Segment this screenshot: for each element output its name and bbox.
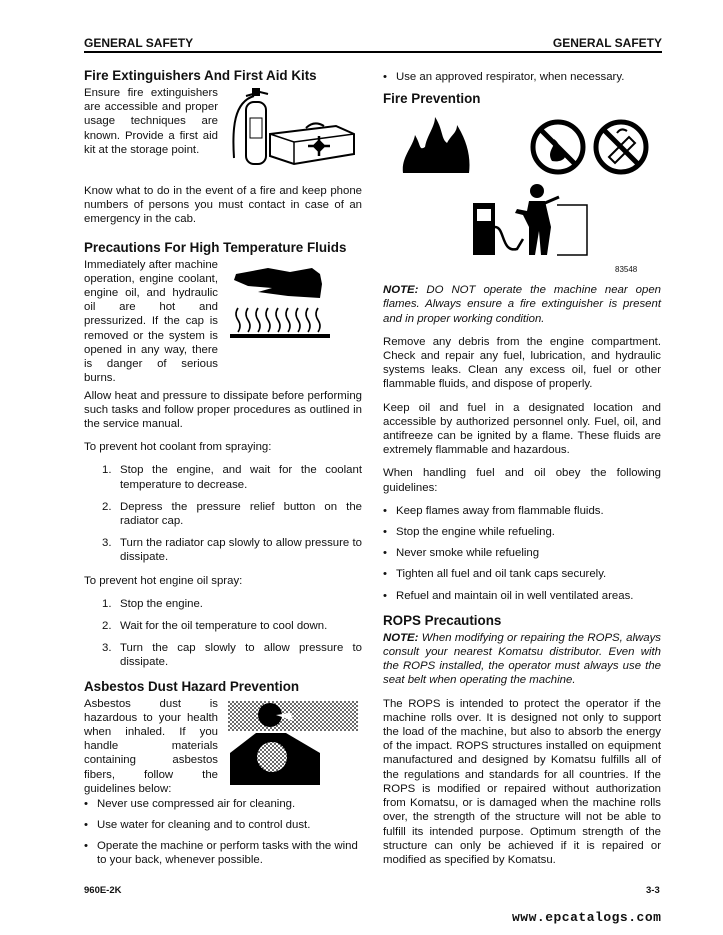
watermark-link[interactable]: www.epcatalogs.com [512, 910, 662, 925]
hot-surface-hand-icon [228, 262, 358, 342]
header-right-title: GENERAL SAFETY [552, 36, 662, 50]
list-item: • Refuel and maintain oil in well ventilated areas. [383, 589, 634, 602]
list-item: • Tighten all fuel and oil tank caps securely. [383, 568, 607, 581]
header-left-title: GENERAL SAFETY [84, 36, 194, 50]
page-header [84, 35, 662, 53]
right-column [383, 70, 661, 876]
no-smoking-icon [591, 117, 651, 177]
fire-extinguisher-first-aid-icon [224, 88, 362, 174]
left-column [84, 64, 362, 875]
list-item: • Use an approved respirator, when necessary. [383, 71, 625, 83]
asbestos-heading: Asbestos Dust Hazard Prevention [84, 678, 300, 694]
list-item: • Operate the machine or perform tasks with the wind to your back, whenever possible. [84, 840, 358, 867]
asbestos-dust-icon [226, 699, 362, 789]
debris-text: Remove any debris from the engine compartment. Check and repair any fuel, lubrication, and hydraulic systems leaks. Clean any excess oil, fuel or other flammable fluids, and dispose of properly. [383, 335, 661, 391]
list-item: • Never use compressed air for cleaning. [84, 797, 296, 810]
list-item: 3. Turn the radiator cap slowly to allow pressure to dissipate. [102, 537, 362, 564]
fire-extinguisher-heading: Fire Extinguishers And First Aid Kits [84, 68, 317, 83]
flame-icon [401, 117, 471, 179]
list-item: 1. Stop the engine, and wait for the coolant temperature to decrease. [102, 464, 362, 491]
high-temp-fluids-heading: Precautions For High Temperature Fluids [84, 239, 347, 255]
fire-note: NOTE: DO NOT operate the machine near open flames. Always ensure a fire extinguisher is present and in proper working condition. [383, 284, 661, 325]
coolant-steps-list [84, 463, 362, 564]
oil-intro: To prevent hot engine oil spray: [84, 574, 243, 587]
asbestos-text: Asbestos dust is hazardous to your health when inhaled. If you handle materials containing asbestos fibers, follow the guidelines below: [84, 697, 218, 795]
dissipate-text: Allow heat and pressure to dissipate before performing such tasks and follow proper procedures as outlined in the service manual. [84, 389, 362, 431]
no-open-flame-icon [528, 117, 588, 177]
rops-heading: ROPS Precautions [383, 612, 502, 628]
list-item: • Use water for cleaning and to control dust. [84, 818, 311, 831]
list-item: • Keep flames away from flammable fluids. [383, 504, 604, 517]
asbestos-guidelines-list [84, 797, 362, 868]
rops-note: NOTE: When modifying or repairing the ROPS, always consult your nearest Komatsu distributor. Even with the ROPS installed, the operator must always use the seat belt when operating the machine. [383, 631, 661, 687]
fuel-guidelines-list [383, 504, 661, 603]
list-item: 3. Turn the cap slowly to allow pressure to dissipate. [102, 642, 362, 669]
handling-intro: When handling fuel and oil obey the following guidelines: [383, 467, 661, 494]
storage-text: Keep oil and fuel in a designated location and accessible by authorized personnel only. Fuel, oil, and antifreeze can be ignited by a flame. These fluids are extremely flammable and hazardous. [383, 401, 661, 457]
coolant-intro: To prevent hot coolant from spraying: [84, 441, 272, 454]
rops-text: The ROPS is intended to protect the operator if the machine rolls over. It is designed not only to support the load of the machine, but also to absorb the energy of the impact. ROPS structures installed on equipment manufactured and designed by Komatsu fulfills all of the regulations and standards for all countries. If the ROPS is modified or repaired without authorization from Komatsu, or is damaged when the machine rolls over, the strength of the structure will not be able to fulfill its intended purpose. Optimum strength of the structure can only be achieved if it is repaired or modified as specified by Komatsu. [383, 697, 661, 866]
respirator-list [383, 70, 661, 84]
emergency-text: Know what to do in the event of a fire and keep phone numbers of persons you must contact in case of an emergency in the cab. [84, 185, 362, 226]
footer-page-number: 3-3 [646, 885, 660, 896]
fire-extinguisher-text: Ensure fire extinguishers are accessible and proper usage techniques are known. Provide a first aid kit at the storage point. [84, 87, 218, 156]
refueling-operator-icon [471, 183, 591, 257]
list-item: 2. Depress the pressure relief button on the radiator cap. [102, 500, 362, 528]
list-item: • Never smoke while refueling [383, 547, 540, 560]
list-item: • Stop the engine while refueling. [383, 526, 555, 539]
high-temp-warning-text: Immediately after machine operation, engine coolant, engine oil, and hydraulic oil are hot and pressurized. If the cap is removed or the system is opened in any way, there is danger of serious burns. [84, 258, 218, 385]
figure-number: 83548 [615, 265, 638, 275]
list-item: 1. Stop the engine. [102, 597, 203, 610]
footer-model: 960E-2K [84, 885, 122, 896]
fire-prevention-heading: Fire Prevention [383, 91, 481, 107]
list-item: 2. Wait for the oil temperature to cool down. [102, 620, 328, 633]
oil-steps-list [84, 597, 362, 670]
